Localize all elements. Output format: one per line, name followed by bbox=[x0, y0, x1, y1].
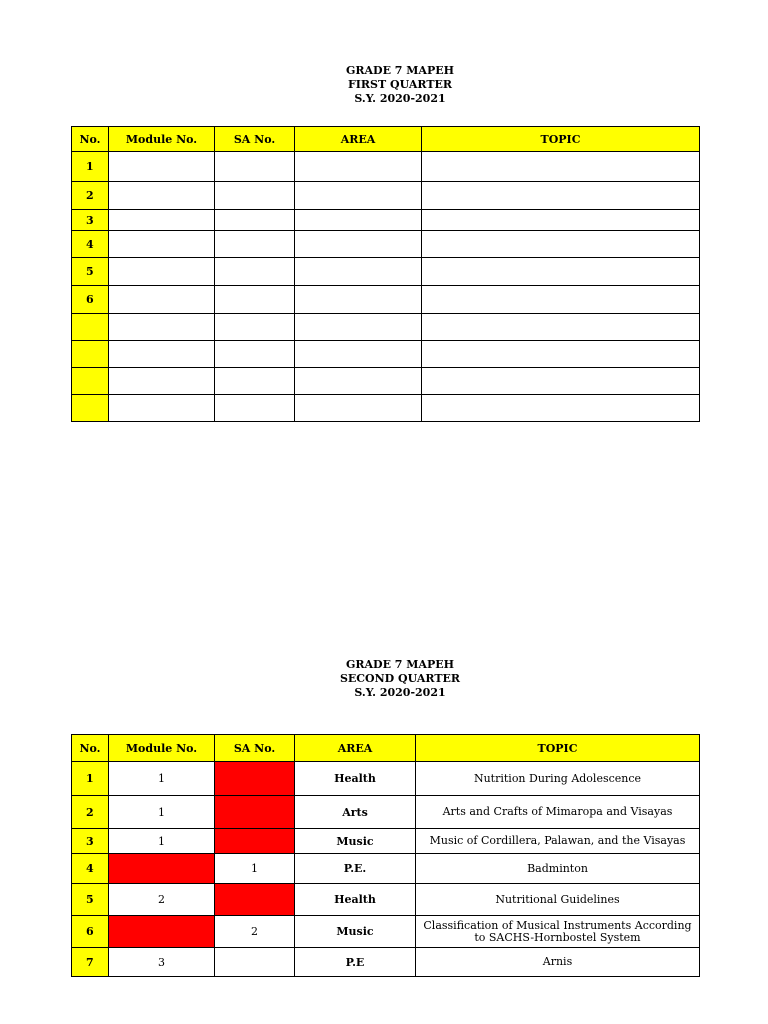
topic-cell bbox=[422, 210, 700, 231]
module-cell-highlighted bbox=[109, 916, 215, 948]
module-cell: 3 bbox=[109, 948, 215, 977]
row-number bbox=[72, 368, 109, 395]
sa-cell: 1 bbox=[215, 854, 295, 884]
column-header: Module No. bbox=[109, 127, 215, 152]
row-number: 5 bbox=[72, 884, 109, 916]
module-cell bbox=[109, 368, 215, 395]
sa-cell-highlighted bbox=[215, 829, 295, 854]
table-row bbox=[72, 395, 700, 422]
topic-cell bbox=[422, 258, 700, 286]
topic-cell bbox=[422, 395, 700, 422]
column-header: Module No. bbox=[109, 735, 215, 762]
heading-line: S.Y. 2020-2021 bbox=[354, 92, 446, 105]
row-number: 3 bbox=[72, 210, 109, 231]
module-cell bbox=[109, 341, 215, 368]
area-cell bbox=[295, 210, 422, 231]
module-cell bbox=[109, 152, 215, 182]
first-quarter-table bbox=[71, 126, 700, 422]
area-cell bbox=[295, 341, 422, 368]
row-number bbox=[72, 314, 109, 341]
sa-cell-highlighted bbox=[215, 884, 295, 916]
area-cell bbox=[295, 395, 422, 422]
column-header: No. bbox=[72, 735, 109, 762]
sa-cell-highlighted bbox=[215, 762, 295, 796]
sa-cell: 2 bbox=[215, 916, 295, 948]
area-cell: Arts bbox=[295, 796, 416, 829]
topic-cell: Arts and Crafts of Mimaropa and Visayas bbox=[416, 796, 700, 829]
row-number: 6 bbox=[72, 286, 109, 314]
area-cell bbox=[295, 182, 422, 210]
topic-cell: Music of Cordillera, Palawan, and the Visayas bbox=[416, 829, 700, 854]
table-row bbox=[72, 916, 700, 948]
column-header: SA No. bbox=[215, 127, 295, 152]
topic-cell: Arnis bbox=[416, 948, 700, 977]
module-cell bbox=[109, 286, 215, 314]
table-row bbox=[72, 368, 700, 395]
area-cell bbox=[295, 231, 422, 258]
first-quarter-heading bbox=[0, 64, 768, 106]
table-header-row bbox=[72, 127, 700, 152]
table-row bbox=[72, 341, 700, 368]
area-cell bbox=[295, 152, 422, 182]
row-number: 1 bbox=[72, 762, 109, 796]
sa-cell-highlighted bbox=[215, 796, 295, 829]
area-cell bbox=[295, 368, 422, 395]
table-row bbox=[72, 258, 700, 286]
table-row bbox=[72, 854, 700, 884]
module-cell bbox=[109, 314, 215, 341]
table-row bbox=[72, 286, 700, 314]
table-row bbox=[72, 182, 700, 210]
column-header: TOPIC bbox=[422, 127, 700, 152]
sa-cell bbox=[215, 368, 295, 395]
topic-cell bbox=[422, 231, 700, 258]
module-cell: 1 bbox=[109, 796, 215, 829]
row-number: 4 bbox=[72, 854, 109, 884]
row-number: 6 bbox=[72, 916, 109, 948]
row-number bbox=[72, 395, 109, 422]
column-header: AREA bbox=[295, 735, 416, 762]
sa-cell bbox=[215, 286, 295, 314]
sa-cell bbox=[215, 258, 295, 286]
topic-cell bbox=[422, 368, 700, 395]
area-cell: P.E bbox=[295, 948, 416, 977]
table-row bbox=[72, 829, 700, 854]
area-cell: P.E. bbox=[295, 854, 416, 884]
sa-cell bbox=[215, 152, 295, 182]
sa-cell bbox=[215, 231, 295, 258]
module-cell-highlighted bbox=[109, 854, 215, 884]
column-header: No. bbox=[72, 127, 109, 152]
heading-line: GRADE 7 MAPEH bbox=[345, 658, 455, 671]
table-row bbox=[72, 948, 700, 977]
heading-line: GRADE 7 MAPEH bbox=[345, 64, 455, 77]
column-header: SA No. bbox=[215, 735, 295, 762]
column-header: TOPIC bbox=[416, 735, 700, 762]
module-cell: 2 bbox=[109, 884, 215, 916]
topic-cell bbox=[422, 314, 700, 341]
topic-cell: Badminton bbox=[416, 854, 700, 884]
sa-cell bbox=[215, 395, 295, 422]
topic-cell: Nutritional Guidelines bbox=[416, 884, 700, 916]
table-row bbox=[72, 314, 700, 341]
table-row bbox=[72, 210, 700, 231]
table-row bbox=[72, 796, 700, 829]
sa-cell bbox=[215, 314, 295, 341]
row-number: 4 bbox=[72, 231, 109, 258]
area-cell: Health bbox=[295, 884, 416, 916]
topic-cell: Classification of Musical Instruments According to SACHS-Hornbostel System bbox=[416, 916, 700, 948]
table-row bbox=[72, 762, 700, 796]
area-cell: Music bbox=[295, 916, 416, 948]
module-cell: 1 bbox=[109, 762, 215, 796]
module-cell bbox=[109, 210, 215, 231]
row-number: 5 bbox=[72, 258, 109, 286]
module-cell: 1 bbox=[109, 829, 215, 854]
table-row bbox=[72, 152, 700, 182]
table-row bbox=[72, 884, 700, 916]
row-number: 1 bbox=[72, 152, 109, 182]
module-cell bbox=[109, 258, 215, 286]
sa-cell bbox=[215, 182, 295, 210]
module-cell bbox=[109, 231, 215, 258]
topic-cell bbox=[422, 182, 700, 210]
area-cell bbox=[295, 286, 422, 314]
area-cell bbox=[295, 258, 422, 286]
heading-line: SECOND QUARTER bbox=[339, 672, 461, 685]
row-number: 2 bbox=[72, 796, 109, 829]
table-header-row bbox=[72, 735, 700, 762]
sa-cell bbox=[215, 341, 295, 368]
area-cell: Music bbox=[295, 829, 416, 854]
row-number: 3 bbox=[72, 829, 109, 854]
column-header: AREA bbox=[295, 127, 422, 152]
second-quarter-table bbox=[71, 734, 700, 977]
topic-cell bbox=[422, 152, 700, 182]
module-cell bbox=[109, 182, 215, 210]
sa-cell bbox=[215, 210, 295, 231]
topic-cell: Nutrition During Adolescence bbox=[416, 762, 700, 796]
second-quarter-heading bbox=[0, 658, 768, 700]
area-cell: Health bbox=[295, 762, 416, 796]
sa-cell bbox=[215, 948, 295, 977]
table-row bbox=[72, 231, 700, 258]
row-number: 2 bbox=[72, 182, 109, 210]
module-cell bbox=[109, 395, 215, 422]
heading-line: S.Y. 2020-2021 bbox=[354, 686, 446, 699]
row-number bbox=[72, 341, 109, 368]
area-cell bbox=[295, 314, 422, 341]
topic-cell bbox=[422, 286, 700, 314]
topic-cell bbox=[422, 341, 700, 368]
heading-line: FIRST QUARTER bbox=[347, 78, 453, 91]
row-number: 7 bbox=[72, 948, 109, 977]
